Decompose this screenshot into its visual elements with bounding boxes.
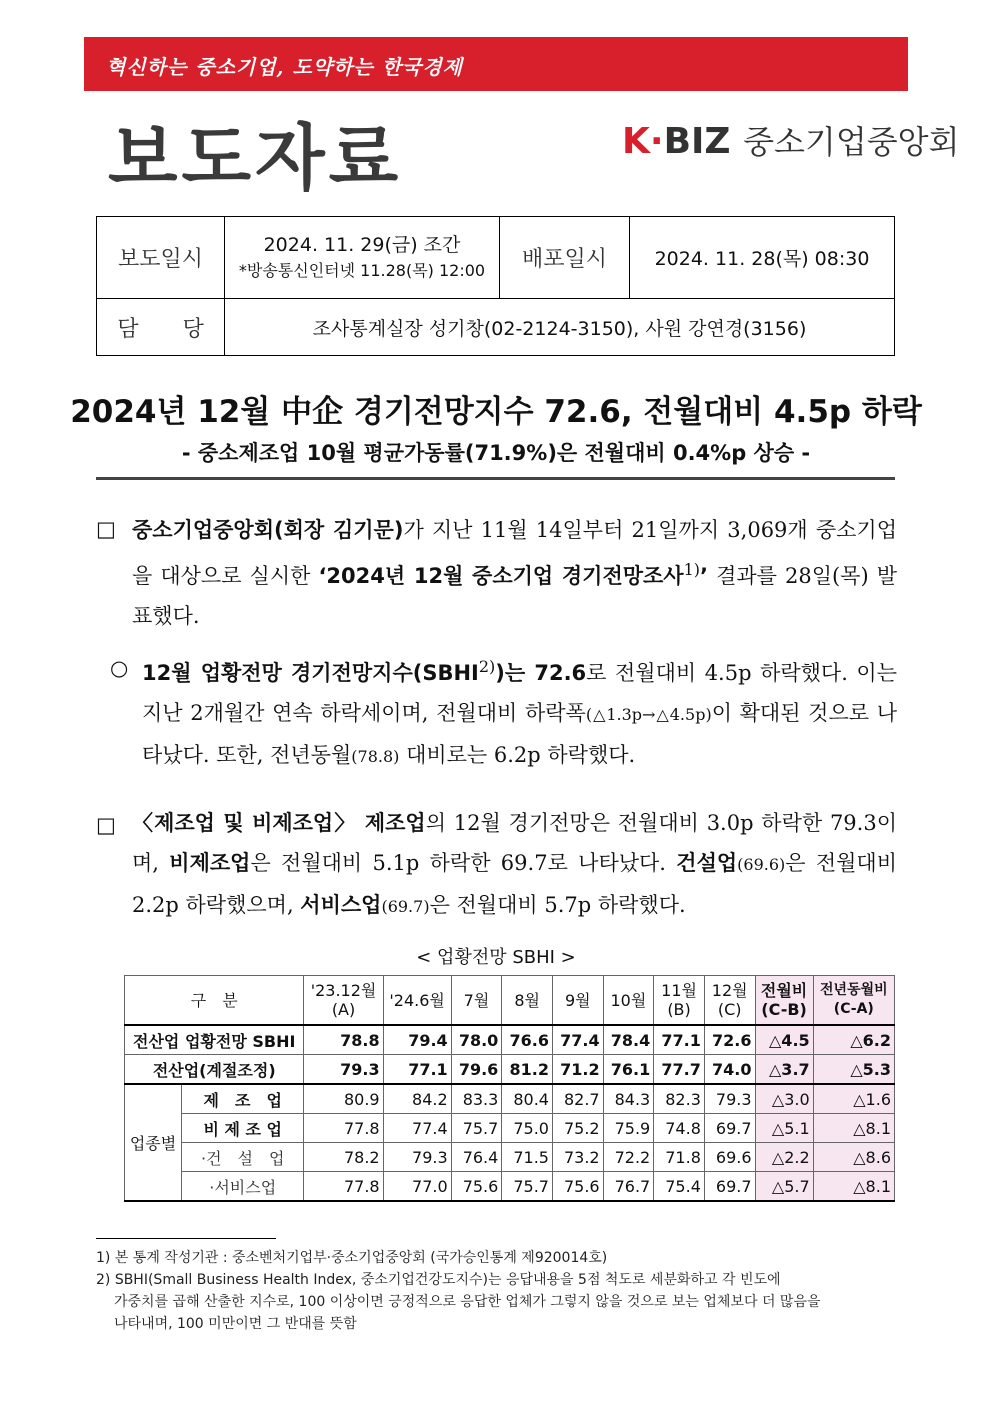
cell: 77.4 bbox=[383, 1114, 451, 1143]
cell: 79.4 bbox=[383, 1025, 451, 1055]
footnote-2-line-2: 가중치를 곱해 산출한 지수로, 100 이상이면 긍정적으로 응답한 업체가 그렇지 않을 것으로 보는 업체보다 더 많음을 bbox=[114, 1294, 821, 1310]
cell: △3.0 bbox=[755, 1084, 813, 1114]
header-col-2: '24.6월 bbox=[383, 976, 451, 1026]
header-col-10-line2: (C-A) bbox=[833, 1001, 874, 1017]
table-row bbox=[125, 1055, 895, 1085]
cell: △3.7 bbox=[755, 1055, 813, 1085]
header-col-9-line2: (C-B) bbox=[761, 1000, 807, 1019]
cell: △5.1 bbox=[755, 1114, 813, 1143]
cell: 75.2 bbox=[552, 1114, 603, 1143]
header-col-7 bbox=[654, 976, 705, 1026]
p1-bold-quote: ’ bbox=[700, 564, 709, 588]
header-col-10-line1: 전년동월비 bbox=[820, 982, 888, 998]
header-col-8 bbox=[704, 976, 755, 1026]
release-date-cell bbox=[225, 217, 500, 299]
paragraph-3 bbox=[132, 803, 897, 927]
table-row bbox=[125, 1172, 895, 1202]
cell: 72.6 bbox=[704, 1025, 755, 1055]
cell: 77.4 bbox=[552, 1025, 603, 1055]
circle-bullet-icon: ○ bbox=[110, 656, 129, 680]
header-col-3: 7월 bbox=[451, 976, 502, 1026]
header-col-6: 10월 bbox=[603, 976, 654, 1026]
top-banner bbox=[84, 37, 908, 91]
group-label: 업종별 bbox=[125, 1084, 182, 1201]
row-label: ·서비스업 bbox=[182, 1172, 304, 1202]
sub-headline: - 중소제조업 10월 평균가동률(71.9%)은 전월대비 0.4%p 상승 - bbox=[181, 441, 811, 465]
header-col-8-line1: 12월 bbox=[711, 981, 748, 1000]
row-label: 비 제 조 업 bbox=[182, 1114, 304, 1143]
contact-value: 조사통계실장 성기창(02-2124-3150), 사원 강연경(3156) bbox=[225, 299, 895, 356]
cell: 71.5 bbox=[502, 1143, 553, 1172]
p3-bold-1: 〈제조업 및 비제조업〉 제조업 bbox=[132, 811, 426, 835]
p3-text-2: 은 전월대비 5.1p 하락한 69.7로 나타났다. bbox=[250, 851, 677, 875]
p3-bold-2: 비제조업 bbox=[169, 851, 251, 875]
cell: 80.9 bbox=[304, 1084, 383, 1114]
cell: 82.3 bbox=[654, 1084, 705, 1114]
cell: △5.7 bbox=[755, 1172, 813, 1202]
cell: 79.3 bbox=[304, 1055, 383, 1085]
logo-dot: · bbox=[649, 121, 664, 162]
cell: △4.5 bbox=[755, 1025, 813, 1055]
cell: 78.2 bbox=[304, 1143, 383, 1172]
cell: △8.6 bbox=[813, 1143, 894, 1172]
cell: △8.1 bbox=[813, 1172, 894, 1202]
cell: 79.6 bbox=[451, 1055, 502, 1085]
p1-bold-survey: ‘2024년 12월 중소기업 경기전망조사 bbox=[318, 564, 684, 588]
cell: 75.0 bbox=[502, 1114, 553, 1143]
footnote-divider bbox=[96, 1238, 276, 1239]
page-title: 보도자료 bbox=[108, 116, 403, 200]
release-date-value: 2024. 11. 29(금) 조간 bbox=[263, 233, 461, 256]
table-header-row bbox=[125, 976, 895, 1026]
cell: 71.8 bbox=[654, 1143, 705, 1172]
cell: 77.0 bbox=[383, 1172, 451, 1202]
header-col-7-line2: (B) bbox=[667, 1000, 691, 1019]
cell: 69.6 bbox=[704, 1143, 755, 1172]
row-label: 전산업(계절조정) bbox=[125, 1055, 304, 1085]
cell: 76.7 bbox=[603, 1172, 654, 1202]
cell: 79.3 bbox=[383, 1143, 451, 1172]
header-col-1-line2: (A) bbox=[331, 1000, 356, 1019]
p2-footnote-ref: 2) bbox=[478, 657, 496, 676]
p2-text-3: 대비로는 6.2p 하락했다. bbox=[399, 743, 636, 767]
cell: △1.6 bbox=[813, 1084, 894, 1114]
row-label: ·건 설 업 bbox=[182, 1143, 304, 1172]
header-col-10 bbox=[813, 976, 894, 1026]
header-col-5: 9월 bbox=[552, 976, 603, 1026]
p1-text-2: 결과를 28일(목) 발표했다. bbox=[132, 564, 897, 628]
header-gubun: 구 분 bbox=[125, 976, 304, 1026]
cell: 78.8 bbox=[304, 1025, 383, 1055]
cell: 77.1 bbox=[654, 1025, 705, 1055]
cell: 77.8 bbox=[304, 1172, 383, 1202]
cell: 83.3 bbox=[451, 1084, 502, 1114]
distribution-date-value: 2024. 11. 28(목) 08:30 bbox=[630, 217, 895, 299]
cell: 79.3 bbox=[704, 1084, 755, 1114]
table-caption: < 업황전망 SBHI > bbox=[416, 947, 576, 968]
p3-small-2: (69.7) bbox=[381, 897, 430, 916]
cell: 75.4 bbox=[654, 1172, 705, 1202]
header-col-1-line1: '23.12월 bbox=[310, 981, 377, 1000]
p2-text-1: 로 전월대비 4.5p 하락했다. 이는 지난 2개월간 연속 하락세이며, 전월대비 하락폭 bbox=[142, 661, 898, 725]
cell: 69.7 bbox=[704, 1114, 755, 1143]
square-bullet-icon: □ bbox=[96, 517, 116, 541]
cell: 77.1 bbox=[383, 1055, 451, 1085]
cell: 76.1 bbox=[603, 1055, 654, 1085]
release-date-label: 보도일시 bbox=[97, 217, 225, 299]
cell: △2.2 bbox=[755, 1143, 813, 1172]
logo-k: K bbox=[622, 121, 650, 162]
header-col-7-line1: 11월 bbox=[661, 981, 697, 1000]
cell: 78.0 bbox=[451, 1025, 502, 1055]
row-label: 전산업 업황전망 SBHI bbox=[125, 1025, 304, 1055]
kbiz-logo bbox=[622, 117, 959, 163]
p3-text-3: 은 전월대비 2.2p 하락했으며, bbox=[132, 851, 898, 917]
table-row bbox=[125, 1143, 895, 1172]
cell: 80.4 bbox=[502, 1084, 553, 1114]
logo-org-name: 중소기업중앙회 bbox=[743, 123, 960, 161]
p2-small-2: (78.8) bbox=[351, 747, 400, 766]
cell: △5.3 bbox=[813, 1055, 894, 1085]
row-label: 제 조 업 bbox=[182, 1084, 304, 1114]
paragraph-1 bbox=[132, 510, 897, 636]
footnote-2-line-3: 나타내며, 100 미만이면 그 반대를 뜻함 bbox=[114, 1316, 357, 1332]
cell: 82.7 bbox=[552, 1084, 603, 1114]
header-col-4: 8월 bbox=[502, 976, 553, 1026]
header-col-1 bbox=[304, 976, 383, 1026]
cell: 75.9 bbox=[603, 1114, 654, 1143]
cell: 77.7 bbox=[654, 1055, 705, 1085]
cell: 81.2 bbox=[502, 1055, 553, 1085]
p3-text-4: 은 전월대비 5.7p 하락했다. bbox=[429, 893, 686, 917]
paragraph-2 bbox=[142, 647, 897, 777]
cell: 78.4 bbox=[603, 1025, 654, 1055]
cell: 76.6 bbox=[502, 1025, 553, 1055]
headline-divider bbox=[96, 477, 895, 480]
footnote-2-line-1: 2) SBHI(Small Business Health Index, 중소기업건강도지수)는 응답내용을 5점 척도로 세분화하고 각 빈도에 bbox=[96, 1272, 781, 1288]
sbhi-table bbox=[124, 975, 895, 1202]
p1-footnote-ref: 1) bbox=[683, 560, 701, 579]
table-row bbox=[125, 1114, 895, 1143]
p2-bold-1: 12월 업황전망 경기전망지수(SBHI bbox=[142, 661, 479, 685]
p2-text-2: 이 확대된 것으로 나타났다. 또한, 전년동월 bbox=[142, 701, 897, 767]
cell: 76.4 bbox=[451, 1143, 502, 1172]
header-col-9-line1: 전월비 bbox=[760, 981, 808, 1000]
cell: 72.2 bbox=[603, 1143, 654, 1172]
cell: △8.1 bbox=[813, 1114, 894, 1143]
main-headline: 2024년 12월 中企 경기전망지수 72.6, 전월대비 4.5p 하락 bbox=[70, 394, 922, 430]
header-col-8-line2: (C) bbox=[717, 1000, 742, 1019]
banner-slogan: 혁신하는 중소기업, 도약하는 한국경제 bbox=[106, 55, 463, 79]
cell: △6.2 bbox=[813, 1025, 894, 1055]
distribution-date-label: 배포일시 bbox=[500, 217, 630, 299]
square-bullet-icon: □ bbox=[96, 813, 116, 837]
cell: 75.6 bbox=[451, 1172, 502, 1202]
header-col-9 bbox=[755, 976, 813, 1026]
table-row bbox=[125, 1084, 895, 1114]
cell: 74.8 bbox=[654, 1114, 705, 1143]
cell: 73.2 bbox=[552, 1143, 603, 1172]
table-row bbox=[125, 1025, 895, 1055]
p3-text-1: 의 12월 경기전망은 전월대비 3.0p 하락한 79.3이며, bbox=[132, 811, 897, 875]
cell: 84.3 bbox=[603, 1084, 654, 1114]
p2-bold-2: )는 72.6 bbox=[495, 661, 587, 685]
footnote-1: 1) 본 통계 작성기관 : 중소벤처기업부·중소기업중앙회 (국가승인통계 제920014호) bbox=[96, 1250, 608, 1266]
logo-biz: BIZ bbox=[663, 121, 731, 162]
release-broadcast-note: *방송통신인터넷 11.28(목) 12:00 bbox=[238, 260, 486, 280]
cell: 74.0 bbox=[704, 1055, 755, 1085]
cell: 75.7 bbox=[502, 1172, 553, 1202]
p3-bold-3: 건설업 bbox=[676, 851, 738, 875]
release-info-table bbox=[96, 216, 895, 356]
p3-bold-4: 서비스업 bbox=[300, 893, 382, 917]
cell: 75.7 bbox=[451, 1114, 502, 1143]
cell: 69.7 bbox=[704, 1172, 755, 1202]
p1-text-1: 가 지난 11월 14일부터 21일까지 3,069개 중소기업을 대상으로 실시한 bbox=[132, 518, 898, 588]
cell: 75.6 bbox=[552, 1172, 603, 1202]
p1-bold-org: 중소기업중앙회(회장 김기문) bbox=[132, 518, 404, 542]
p3-small-1: (69.6) bbox=[737, 855, 786, 874]
p2-small-1: (△1.3p→△4.5p) bbox=[585, 705, 712, 724]
cell: 84.2 bbox=[383, 1084, 451, 1114]
cell: 71.2 bbox=[552, 1055, 603, 1085]
contact-label: 담 당 bbox=[97, 299, 225, 356]
cell: 77.8 bbox=[304, 1114, 383, 1143]
